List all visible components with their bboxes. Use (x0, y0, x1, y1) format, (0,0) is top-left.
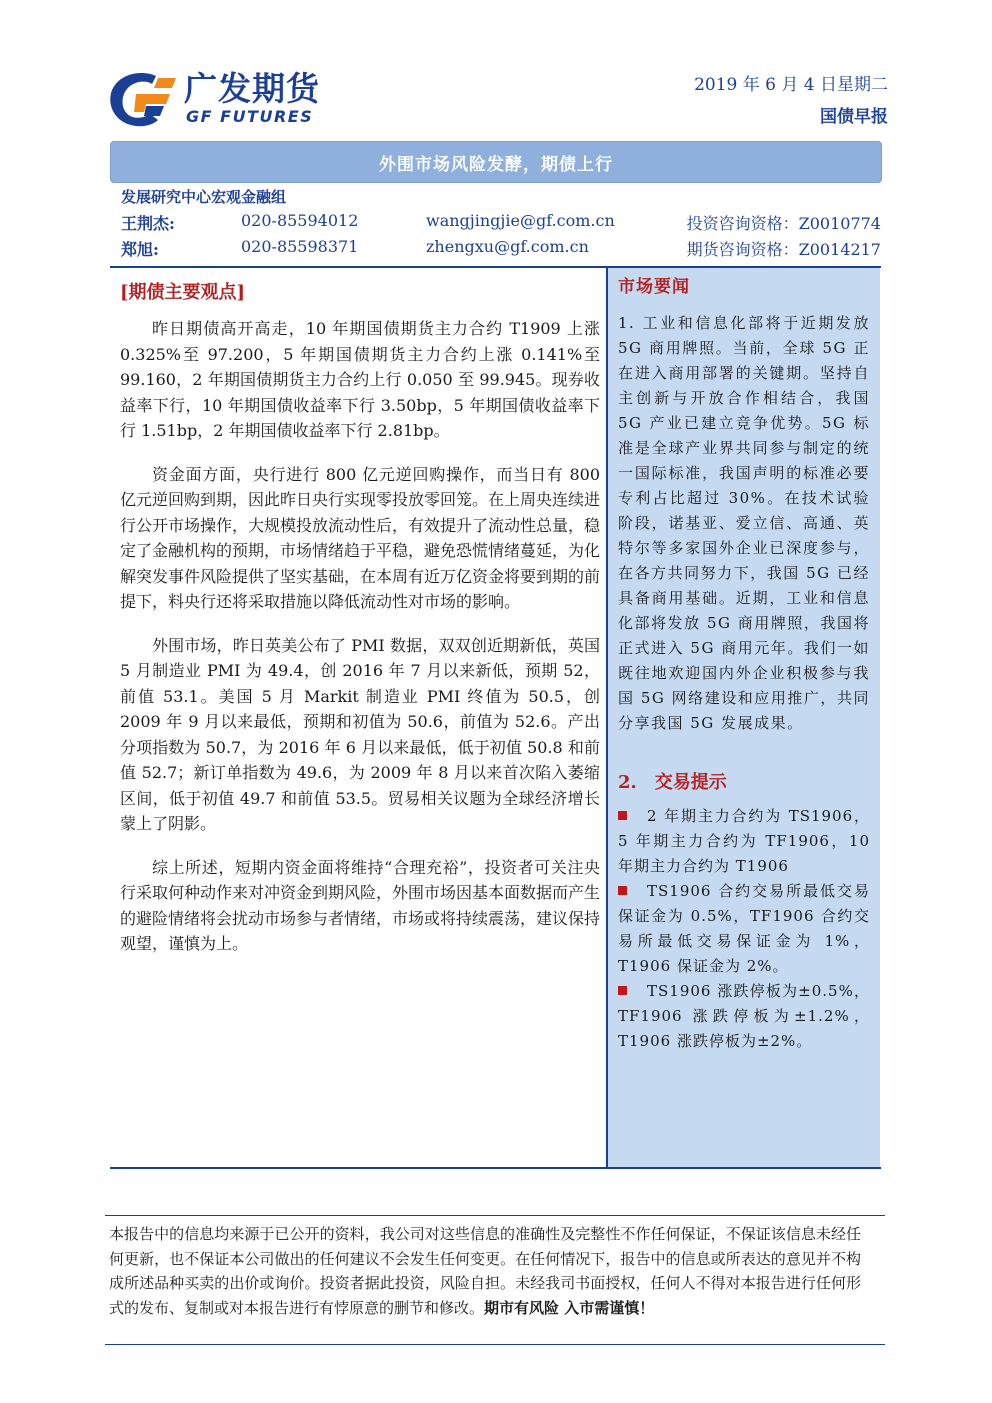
sidebar-market-news (608, 268, 880, 1169)
disclaimer-box (105, 1215, 885, 1345)
content-bottom-divider (110, 1167, 881, 1169)
risk-warning: 期市有风险 入市需谨慎！ (484, 1298, 655, 1317)
trading-tip (618, 879, 870, 979)
report-title-text: 外围市场风险发酵，期债上行 (379, 154, 613, 175)
sidebar-heading: 市场要闻 (618, 277, 690, 297)
author-row (121, 237, 881, 261)
main-paragraph: 昨日期债高开高走，10 年期国债期货主力合约 T1909 上涨 0.325%至 97.200，5 年期国债期货主力合约上涨 0.141%至 99.160，2 年期国债期货主力合约上行 0.050 至 99.945。现券收益率下行，10 年期国债收益率下行 3.50bp，5 年期国债收益率下行 1.51bp，2 年期国债收益率下行 2.81bp。 (120, 319, 600, 440)
main-content (120, 272, 600, 975)
author-certificate: 期货咨询资格：Z0014217 (686, 240, 881, 259)
logo-text-english: GF FUTURES (186, 107, 314, 126)
company-logo (106, 68, 356, 130)
red-square-bullet-icon (618, 886, 627, 895)
trading-tip (618, 979, 870, 1054)
report-title (110, 141, 882, 183)
author-name: 郑旭: (121, 240, 159, 259)
author-row (121, 211, 881, 235)
market-news-text: 1. 工业和信息化部将于近期发放 5G 商用牌照。当前，全球 5G 正在进入商用部署的关键期。坚持自主创新与开放合作相结合，我国 5G 产业已建立竞争优势。5G 标准是全球产业界共同参与制定的统一国际标准，我国声明的标准必要专利占比超过 30%。在技术试验阶段，诺基亚、爱立信、高通、英特尔等多家国外企业已深度参与，在各方共同努力下，我国 5G 已经具备商用基础。近期，工业和信息化部将发放 5G 商用牌照，我国将正式进入 5G 商用元年。我们一如既往地欢迎国内外企业积极参与我国 5G 网络建设和应用推广，共同分享我国 5G 发展成果。 (618, 314, 870, 732)
department: 发展研究中心宏观金融组 (121, 188, 287, 206)
main-heading: [期债主要观点] (120, 282, 246, 303)
trading-tip-text: TS1906 涨跌停板为±0.5%，TF1906 涨跌停板为±1.2%，T1906 涨跌停板为±2%。 (618, 982, 870, 1050)
red-square-bullet-icon (618, 811, 627, 820)
trading-tips-heading: 2. 交易提示 (618, 772, 727, 793)
sidebar-content (618, 272, 870, 1054)
main-paragraph: 综上所述，短期内资金面将维持“合理充裕”，投资者可关注央行采取何种动作来对冲资金到期风险，外围市场因基本面数据而产生的避险情绪将会扰动市场参与者情绪，市场或将持续震荡，建议保持观望，谨慎为上。 (120, 857, 601, 953)
trading-tip-text: 2 年期主力合约为 TS1906，5 年期主力合约为 TF1906，10 年期主力合约为 T1906 (618, 807, 870, 875)
red-square-bullet-icon (618, 986, 627, 995)
disclaimer-text: 本报告中的信息均来源于已公开的资料，我公司对这些信息的准确性及完整性不作任何保证，不保证该信息未经任何更新，也不保证本公司做出的任何建议不会发生任何变更。在任何情况下，报告中的信息或所表达的意见并不构成所述品种买卖的出价或询价。投资者据此投资，风险自担。未经我司书面授权，任何人不得对本报告进行任何形式的发布、复制或对本报告进行有悖原意的删节和修改。 (109, 1225, 861, 1317)
trading-tip-text: TS1906 合约交易所最低交易保证金为 0.5%，TF1906 合约交易所最低交易保证金为 1%，T1906 保证金为 2%。 (618, 882, 870, 975)
report-type: 国债早报 (820, 107, 888, 127)
author-email[interactable]: wangjingjie@gf.com.cn (426, 211, 615, 230)
column-divider (606, 268, 608, 1169)
main-paragraph: 资金面方面，央行进行 800 亿元逆回购操作，而当日有 800 亿元逆回购到期，因此昨日央行实现零投放零回笼。在上周央连续进行公开市场操作，大规模投放流动性后，有效提升了流动性总量，稳定了金融机构的预期，市场情绪趋于平稳，避免恐慌情绪蔓延，为化解突发事件风险提供了坚实基础，在本周有近万亿资金将要到期的前提下，料央行还将采取措施以降低流动性对市场的影响。 (120, 464, 601, 611)
author-certificate: 投资咨询资格：Z0010774 (686, 214, 881, 233)
disclaimer (109, 1222, 861, 1320)
logo-text-chinese: 广发期货 (184, 69, 320, 108)
report-date: 2019 年 6 月 4 日星期二 (694, 75, 888, 95)
author-name: 王荆杰: (121, 214, 175, 233)
gf-futures-logo-icon (106, 68, 180, 130)
trading-tip (618, 804, 870, 879)
author-phone: 020-85594012 (241, 211, 359, 230)
author-phone: 020-85598371 (241, 237, 359, 256)
main-paragraph: 外围市场，昨日英美公布了 PMI 数据，双双创近期新低，英国 5 月制造业 PMI 为 49.4，创 2016 年 7 月以来新低，预期 52，前值 53.1。美国 5 月 Markit 制造业 PMI 终值为 50.5，创 2009 年 9 月以来最低，预期和初值为 50.6，前值为 52.6。产出分项指数为 50.7，为 2016 年 6 月以来最低，低于初值 50.8 和前值 52.7；新订单指数为 49.6，为 2009 年 8 月以来首次陷入萎缩区间，低于初值 49.7 和前值 53.5。贸易相关议题为全球经济增长蒙上了阴影。 (120, 635, 600, 833)
author-email[interactable]: zhengxu@gf.com.cn (426, 237, 589, 256)
